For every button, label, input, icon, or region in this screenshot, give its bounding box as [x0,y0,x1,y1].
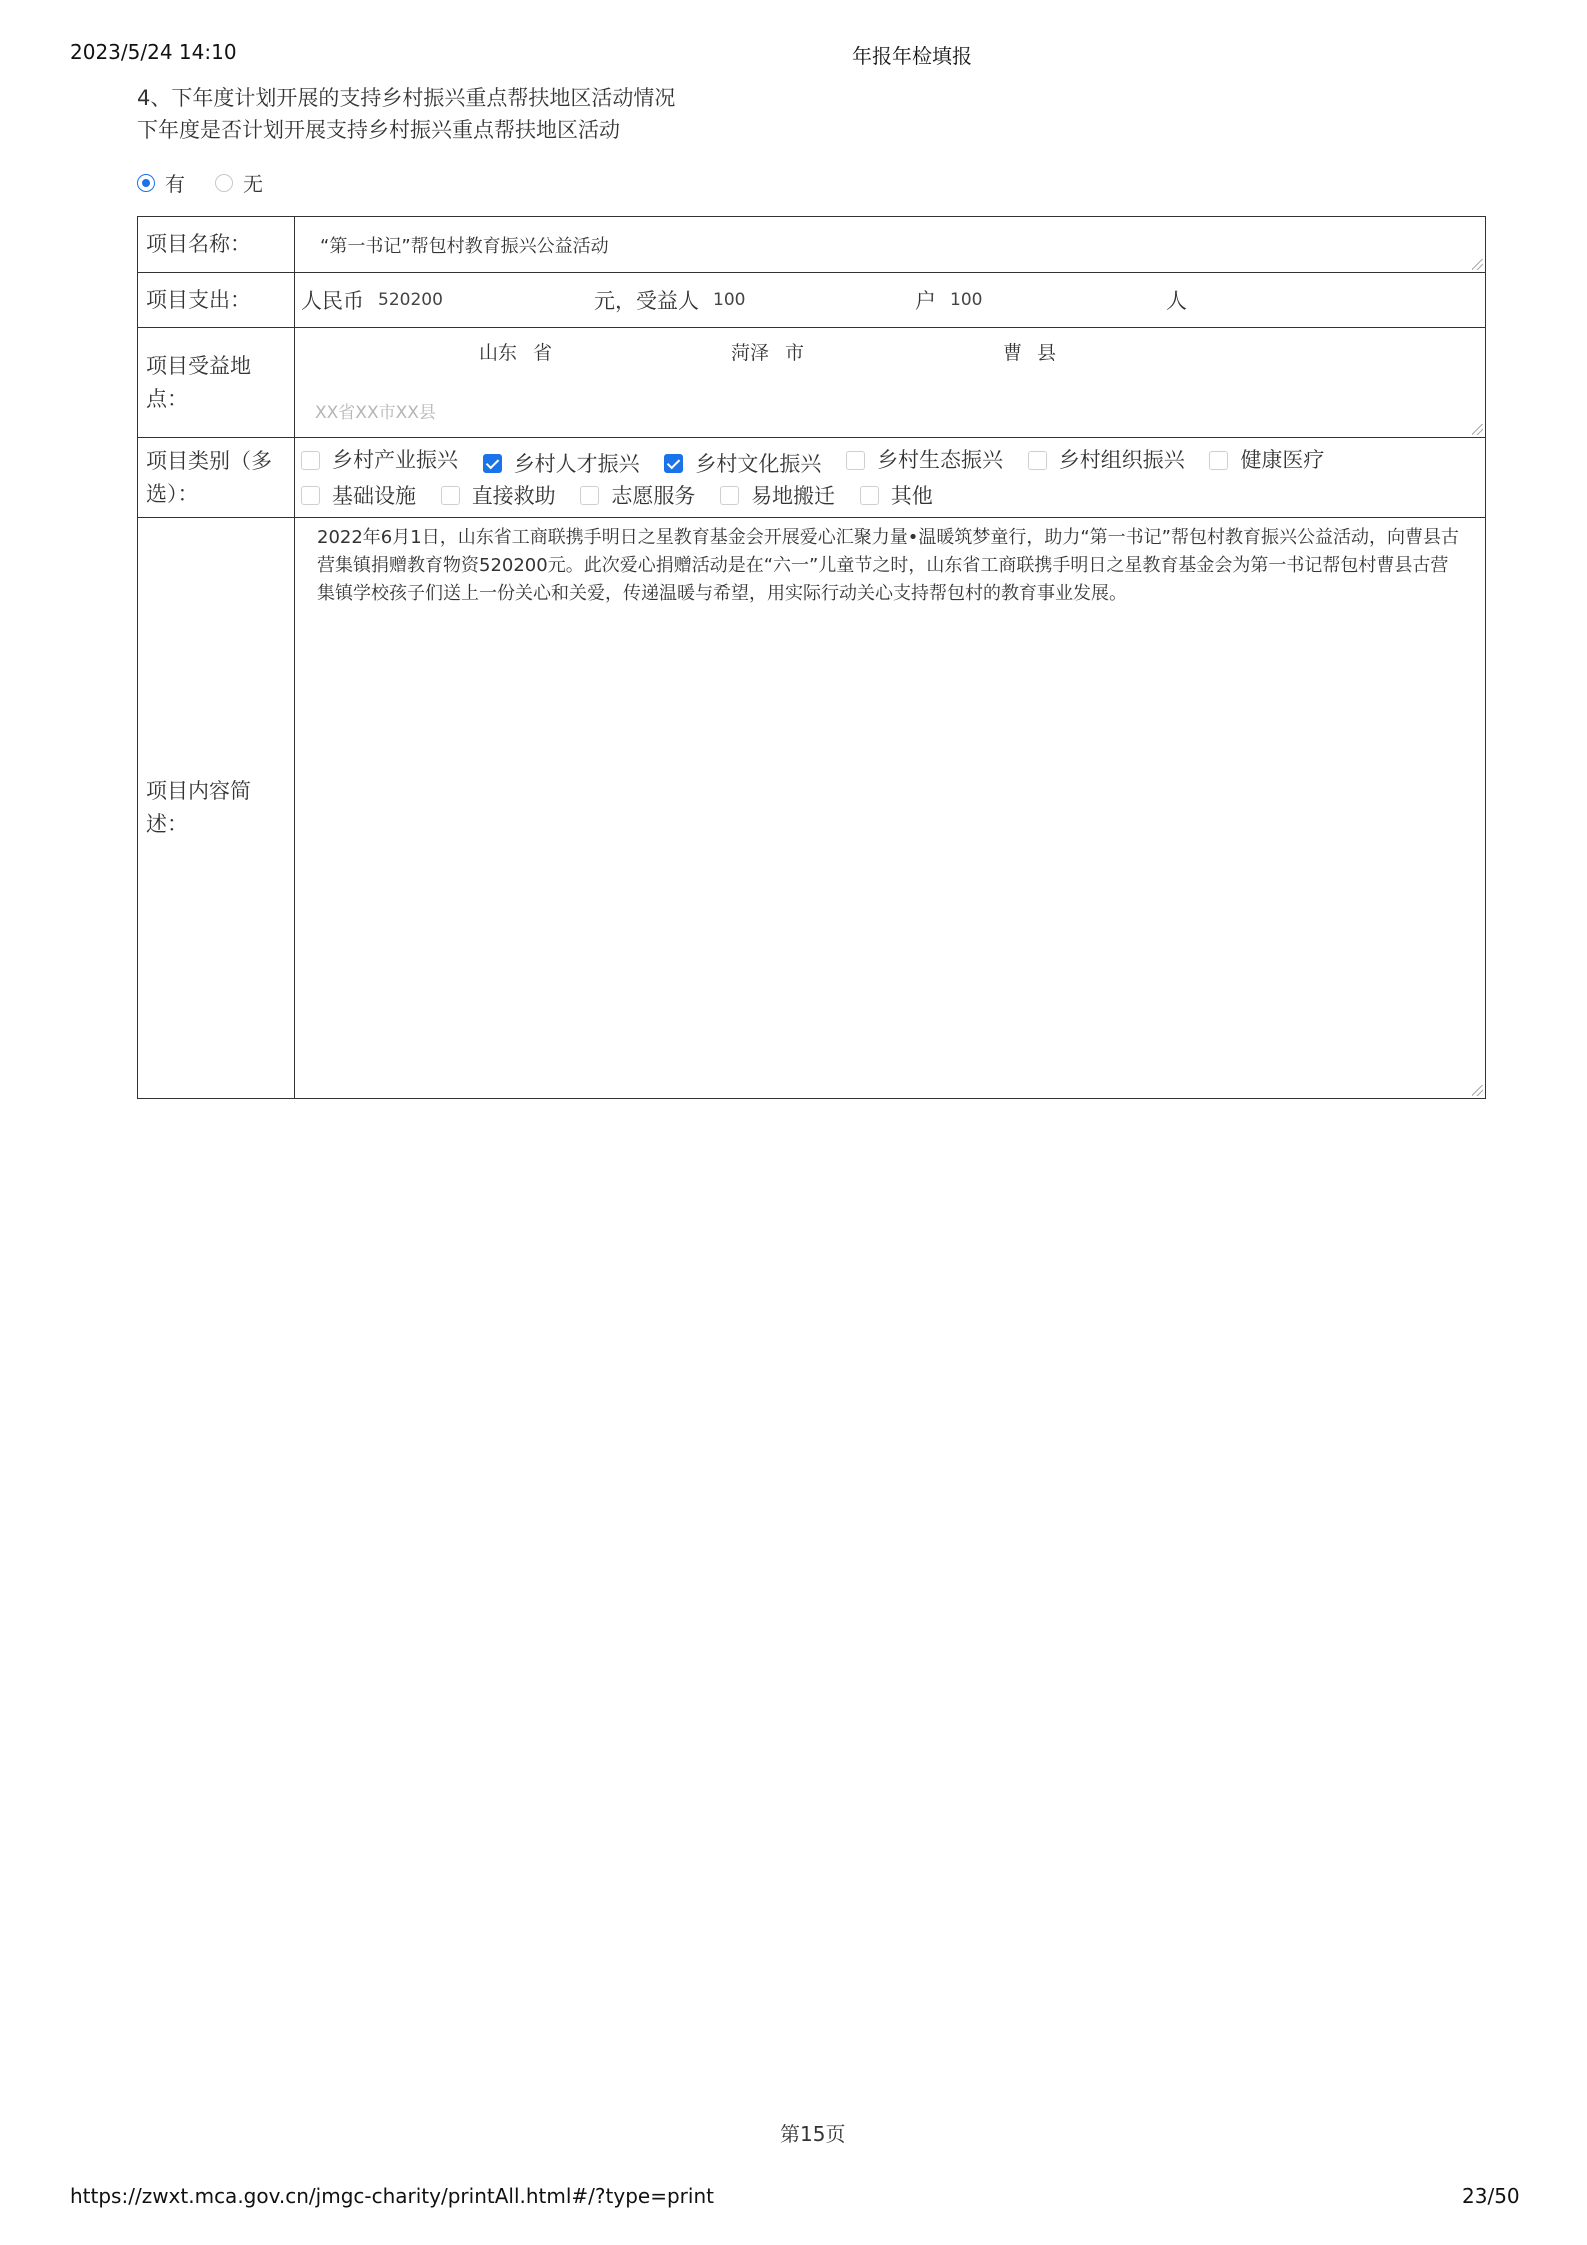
category-option-label: 乡村生态振兴 [877,448,1004,472]
location-label: 项目受益地点： [138,328,295,438]
households-input[interactable]: 100 [713,290,746,310]
checkbox-icon[interactable] [580,486,599,505]
name-value: “第一书记”帮包村教育振兴公益活动 [320,235,609,257]
category-option[interactable] [860,480,933,512]
print-title: 年报年检填报 [852,44,972,68]
category-option-label: 志愿服务 [611,483,696,508]
print-url: https://zwxt.mca.gov.cn/jmgc-charity/printAll.html#/?type=print [70,2184,714,2208]
category-option-label: 其他 [890,483,933,508]
description-field[interactable] [295,518,1486,1099]
category-option[interactable] [846,444,1003,476]
print-page-count: 23/50 [1462,2184,1520,2208]
category-option-label: 乡村人才振兴 [513,451,640,476]
name-label: 项目名称： [138,217,295,273]
checkbox-icon[interactable] [441,486,460,505]
page-number: 第15页 [780,2122,846,2146]
resize-handle-icon[interactable] [1472,424,1483,435]
city-unit: 市 [785,342,805,364]
expenditure-cell [295,273,1486,328]
checkbox-checked-icon[interactable] [483,454,502,473]
section-heading: 4、下年度计划开展的支持乡村振兴重点帮扶地区活动情况 [137,86,676,110]
category-group [295,438,1486,518]
category-option[interactable] [720,480,835,512]
persons-unit: 人 [1166,289,1187,313]
category-option[interactable] [1028,444,1185,476]
county-value: 曹 [1003,342,1023,364]
radio-yes-label: 有 [165,172,185,196]
currency-label: 人民币 [301,289,364,313]
project-form-table [137,216,1486,1099]
section-question: 下年度是否计划开展支持乡村振兴重点帮扶地区活动 [137,118,620,142]
category-option-label: 乡村产业振兴 [332,448,458,472]
category-option-label: 健康医疗 [1240,448,1325,472]
radio-yes[interactable] [137,174,155,192]
category-option-label: 基础设施 [332,483,416,508]
county-unit: 县 [1037,342,1057,364]
category-label: 项目类别（多选）： [138,438,295,518]
category-option-label: 易地搬迁 [751,483,836,508]
print-datetime: 2023/5/24 14:10 [70,40,237,64]
category-option[interactable] [664,448,821,480]
amount-input[interactable]: 520200 [378,290,443,310]
households-unit: 户 [915,289,936,313]
resize-handle-icon[interactable] [1472,1085,1483,1096]
province-unit: 省 [533,342,553,364]
checkbox-icon[interactable] [860,486,879,505]
expenditure-label: 项目支出： [138,273,295,328]
radio-no[interactable] [215,174,233,192]
category-option-label: 直接救助 [471,483,556,508]
category-option[interactable] [301,444,458,476]
radio-no-label: 无 [243,172,263,196]
category-option[interactable] [301,480,416,512]
plan-radio-group [137,168,293,197]
checkbox-icon[interactable] [720,486,739,505]
description-label: 项目内容简述： [138,518,295,1099]
yuan-beneficiary-label: 元，受益人 [594,289,699,313]
description-value: 2022年6月1日，山东省工商联携手明日之星教育基金会开展爱心汇聚力量•温暖筑梦童行，助力“第一书记”帮包村教育振兴公益活动，向曹县古营集镇捐赠教育物资520200元。此次爱心捐赠活动是在“六一”儿童节之时，山东省工商联携手明日之星教育基金会为第一书记帮包村曹县古营集镇学校孩子们送上一份关心和关爱，传递温暖与希望，用实际行动关心支持帮包村的教育事业发展。 [317,527,1459,604]
checkbox-icon[interactable] [301,451,320,470]
checkbox-checked-icon[interactable] [664,454,683,473]
resize-handle-icon[interactable] [1472,259,1483,270]
category-option-label: 乡村组织振兴 [1058,448,1185,472]
name-field[interactable] [295,217,1486,273]
category-option[interactable] [483,448,640,480]
location-field[interactable] [295,328,1486,438]
checkbox-icon[interactable] [1209,451,1228,470]
location-placeholder: XX省XX市XX县 [315,403,436,423]
city-value: 菏泽 [731,342,770,364]
category-option[interactable] [1209,444,1324,476]
checkbox-icon[interactable] [301,486,320,505]
checkbox-icon[interactable] [846,451,865,470]
category-option[interactable] [441,480,556,512]
persons-input[interactable]: 100 [950,290,983,310]
province-value: 山东 [479,342,518,364]
category-option[interactable] [580,480,695,512]
category-option-label: 乡村文化振兴 [695,451,822,476]
checkbox-icon[interactable] [1028,451,1047,470]
